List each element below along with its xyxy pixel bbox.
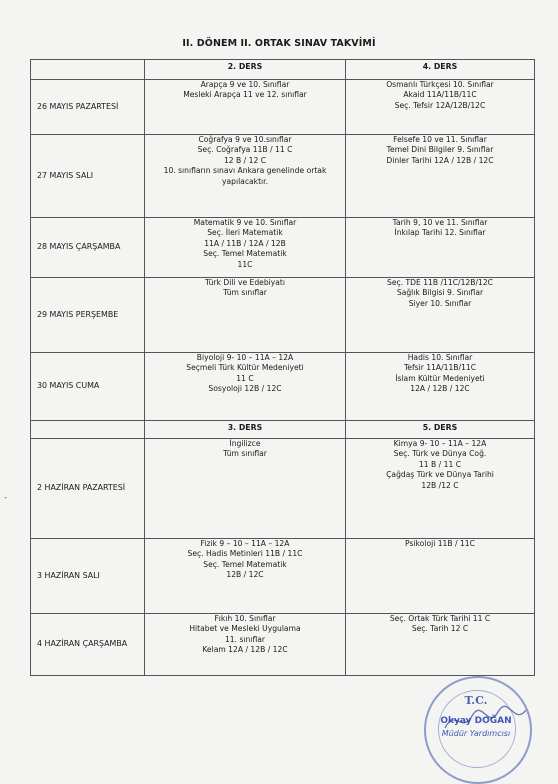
day-cell: 29 MAYIS PERŞEMBE: [31, 278, 145, 353]
header-row-2: [31, 421, 535, 439]
day-cell: 2 HAZİRAN PAZARTESİ: [31, 439, 145, 539]
signature-scribble: [440, 700, 530, 740]
exam-line: Seç. Coğrafya 11B / 11 C: [197, 145, 293, 155]
exam-line: Tarih 9, 10 ve 11. Sınıflar: [392, 218, 488, 227]
exam-cell-period-b: [346, 80, 535, 135]
stamp-name: Okyay DOĞAN: [440, 716, 512, 726]
day-cell: 28 MAYIS ÇARŞAMBA: [31, 218, 145, 278]
exam-cell-period-a: [145, 439, 346, 539]
header-period-b: 5. DERS: [346, 421, 535, 439]
exam-line: İngilizce: [229, 439, 261, 448]
exam-line: İnkılap Tarihi 12. Sınıflar: [394, 228, 486, 238]
exam-cell-period-b: [346, 439, 535, 539]
exam-line: 12 B / 12 C: [223, 155, 267, 165]
day-row: [31, 439, 535, 539]
exam-cell-period-b: [346, 218, 535, 278]
day-row: [31, 614, 535, 676]
header-day-cell: [31, 421, 145, 439]
exam-line: Arapça 9 ve 10. Sınıflar: [200, 80, 290, 89]
exam-line: Seç. Tefsir 12A/12B/12C: [394, 100, 486, 110]
exam-line: Fıkıh 10. Sınıflar: [214, 614, 276, 623]
exam-line: Matematik 9 ve 10. Sınıflar: [193, 218, 297, 227]
header-period-a: 2. DERS: [145, 60, 346, 80]
exam-line: Türk Dili ve Edebiyatı: [205, 278, 285, 287]
exam-line: Biyoloji 9- 10 – 11A – 12A: [196, 353, 294, 362]
header-day-cell: [31, 60, 145, 80]
day-row: [31, 218, 535, 278]
day-row: [31, 353, 535, 421]
stamp-tc-text: T.C.: [464, 694, 488, 707]
header-period-a: 3. DERS: [145, 421, 346, 439]
day-cell: 30 MAYIS CUMA: [31, 353, 145, 421]
exam-line: Sosyoloji 12B / 12C: [208, 384, 282, 394]
exam-line: 10. sınıfların sınavı Ankara genelinde ortak: [163, 166, 327, 176]
exam-cell-period-a: [145, 135, 346, 218]
exam-line: 11A / 11B / 12A / 12B: [204, 238, 286, 248]
exam-line: Kimya 9- 10 – 11A – 12A: [393, 439, 487, 448]
exam-line: Kelam 12A / 12B / 12C: [202, 645, 288, 655]
exam-schedule-table: [30, 59, 535, 676]
day-cell: 4 HAZİRAN ÇARŞAMBA: [31, 614, 145, 676]
exam-line: 12A / 12B / 12C: [410, 384, 470, 394]
exam-cell-period-a: [145, 614, 346, 676]
exam-cell-period-b: [346, 135, 535, 218]
page-title: II. DÖNEM II. ORTAK SINAV TAKVİMİ: [182, 38, 376, 49]
exam-line: Seç. İleri Matematik: [207, 228, 283, 238]
exam-line: Seç. Hadis Metinleri 11B / 11C: [187, 549, 303, 559]
exam-line: Coğrafya 9 ve 10.sınıflar: [198, 135, 292, 144]
exam-cell-period-a: [145, 278, 346, 353]
stamp-role: Müdür Yardımcısı: [441, 729, 511, 738]
exam-line: Akaid 11A/11B/11C: [403, 90, 477, 100]
day-cell: 27 MAYIS SALI: [31, 135, 145, 218]
exam-line: 12B / 12C: [226, 570, 264, 580]
day-row: [31, 539, 535, 614]
day-row: [31, 80, 535, 135]
exam-line: Hitabet ve Mesleki Uygulama: [189, 624, 301, 634]
exam-cell-period-b: [346, 353, 535, 421]
exam-line: Seç. Tarih 12 C: [411, 624, 469, 634]
exam-line: Fizik 9 – 10 – 11A – 12A: [200, 539, 290, 548]
exam-line: Seçmeli Türk Kültür Medeniyeti: [186, 363, 304, 373]
exam-line: Seç. Temel Matematik: [203, 559, 287, 569]
exam-cell-period-a: [145, 539, 346, 614]
exam-line: Hadis 10. Sınıflar: [407, 353, 473, 362]
header-row-1: [31, 60, 535, 80]
margin-mark: -: [4, 493, 8, 503]
exam-line: Sağlık Bilgisi 9. Sınıflar: [396, 288, 484, 298]
exam-line: Felsefe 10 ve 11. Sınıflar: [393, 135, 487, 144]
day-cell: 3 HAZİRAN SALI: [31, 539, 145, 614]
exam-cell-period-a: [145, 353, 346, 421]
exam-line: 11 C: [236, 373, 254, 383]
exam-line: Seç. Türk ve Dünya Coğ.: [393, 449, 487, 459]
exam-cell-period-a: [145, 218, 346, 278]
exam-line: Temel Dini Bilgiler 9. Sınıflar: [386, 145, 494, 155]
exam-line: Tefsir 11A/11B/11C: [403, 363, 477, 373]
header-period-b: 4. DERS: [346, 60, 535, 80]
exam-line: Seç. Ortak Türk Tarihi 11 C: [389, 614, 491, 623]
exam-cell-period-b: [346, 539, 535, 614]
exam-line: Dinler Tarihi 12A / 12B / 12C: [386, 155, 494, 165]
exam-line: 11 B / 11 C: [418, 459, 462, 469]
exam-line: Psikoloji 11B / 11C: [405, 539, 475, 548]
exam-line: Siyer 10. Sınıflar: [408, 298, 472, 308]
exam-line: Seç. TDE 11B /11C/12B/12C: [387, 278, 493, 287]
day-row: [31, 135, 535, 218]
exam-line: Osmanlı Türkçesi 10. Sınıflar: [386, 80, 494, 89]
exam-line: yapılacaktır.: [222, 176, 268, 186]
exam-line: 11C: [237, 259, 253, 269]
exam-line: 12B /12 C: [421, 480, 459, 490]
exam-cell-period-b: [346, 278, 535, 353]
exam-line: Tüm sınıflar: [223, 288, 267, 298]
exam-line: Çağdaş Türk ve Dünya Tarihi: [386, 470, 494, 480]
exam-line: Tüm sınıflar: [223, 449, 267, 459]
exam-line: İslam Kültür Medeniyeti: [395, 373, 485, 383]
exam-line: Seç. Temel Matematik: [203, 249, 287, 259]
exam-cell-period-a: [145, 80, 346, 135]
exam-line: 11. sınıflar: [224, 634, 266, 644]
day-cell: 26 MAYIS PAZARTESİ: [31, 80, 145, 135]
exam-line: Mesleki Arapça 11 ve 12. sınıflar: [183, 90, 307, 100]
day-row: [31, 278, 535, 353]
exam-cell-period-b: [346, 614, 535, 676]
